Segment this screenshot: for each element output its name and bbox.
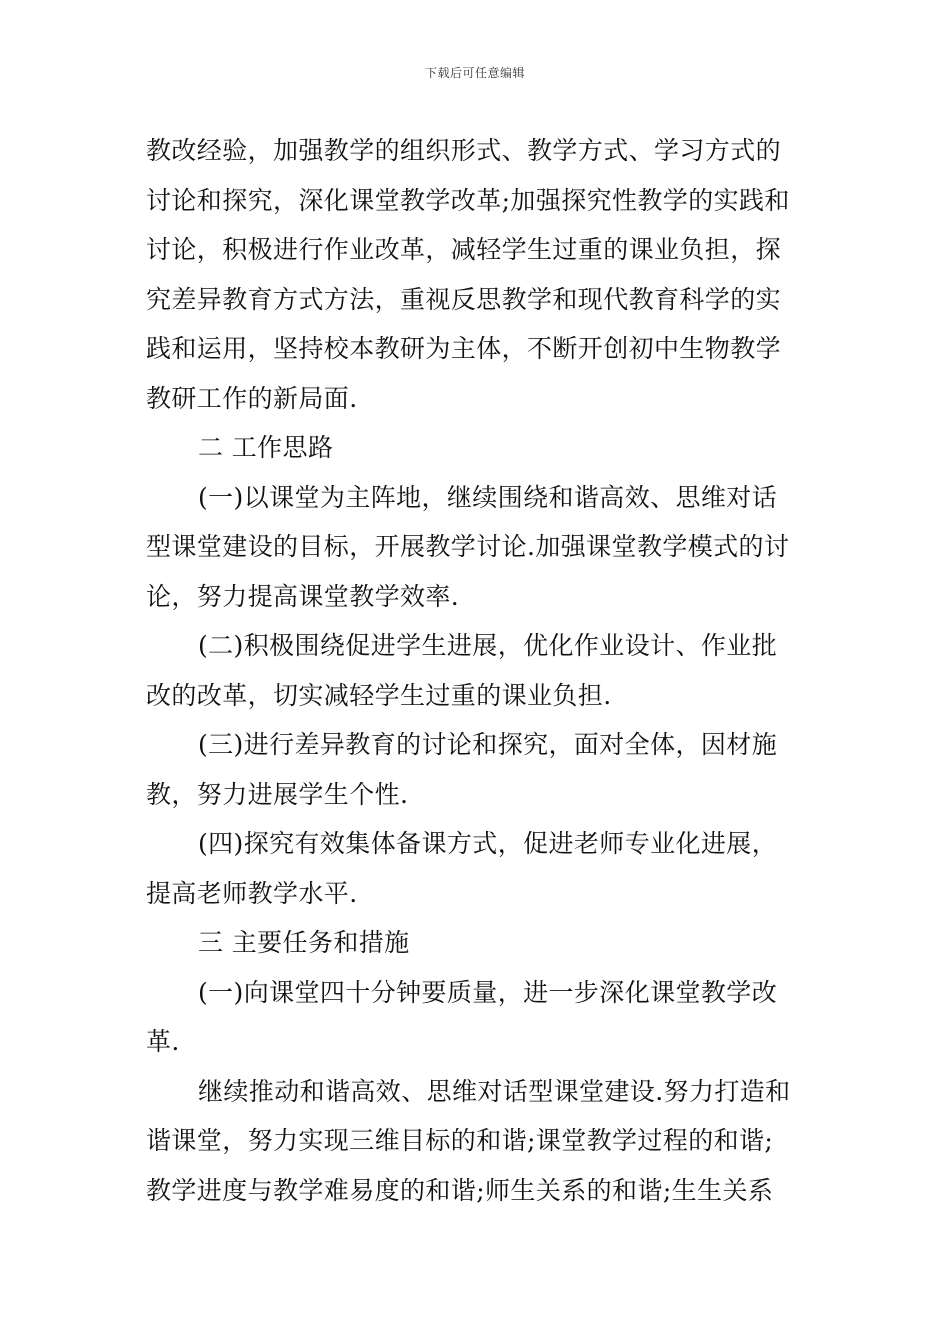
text-line: (一)向课堂四十分钟要质量，进一步深化课堂教学改 xyxy=(198,977,778,1007)
text-line: 谐课堂，努力实现三维目标的和谐;课堂教学过程的和谐; xyxy=(146,1126,774,1155)
text-line: 二 工作思路 xyxy=(198,433,334,462)
text-line: 三 主要任务和措施 xyxy=(198,928,410,957)
text-line: 继续推动和谐高效、思维对话型课堂建设.努力打造和 xyxy=(198,1076,791,1106)
text-line: 讨论，积极进行作业改革，减轻学生过重的课业负担，探 xyxy=(146,235,782,264)
document-body xyxy=(146,126,816,1215)
text-line: (四)探究有效集体备课方式，促进老师专业化进展， xyxy=(198,829,778,858)
text-line: 教学进度与教学难易度的和谐;师生关系的和谐;生生关系 xyxy=(146,1175,774,1205)
text-line: 究差异教育方式方法，重视反思教学和现代教育科学的实 xyxy=(146,284,782,314)
text-line: 践和运用，坚持校本教研为主体，不断开创初中生物教学 xyxy=(146,334,782,363)
text-line: (一)以课堂为主阵地，继续围绕和谐高效、思维对话 xyxy=(198,482,778,512)
text-line: 教，努力进展学生个性. xyxy=(146,779,409,809)
text-line: 教改经验，加强教学的组织形式、教学方式、学习方式的 xyxy=(146,136,782,165)
text-line: 教研工作的新局面. xyxy=(146,383,358,413)
text-line: 改的改革，切实减轻学生过重的课业负担. xyxy=(146,680,612,710)
text-line: 革. xyxy=(146,1027,180,1056)
text-line: (二)积极围绕促进学生进展，优化作业设计、作业批 xyxy=(198,631,778,660)
page-header: 下载后可任意编辑 xyxy=(424,66,525,80)
text-line: 讨论和探究，深化课堂教学改革;加强探究性教学的实践和 xyxy=(146,185,790,215)
text-line: 论，努力提高课堂教学效率. xyxy=(146,581,460,611)
text-line: (三)进行差异教育的讨论和探究，面对全体，因材施 xyxy=(198,730,778,759)
text-line: 型课堂建设的目标，开展教学讨论.加强课堂教学模式的讨 xyxy=(146,532,790,561)
text-line: 提高老师教学水平. xyxy=(146,878,358,908)
